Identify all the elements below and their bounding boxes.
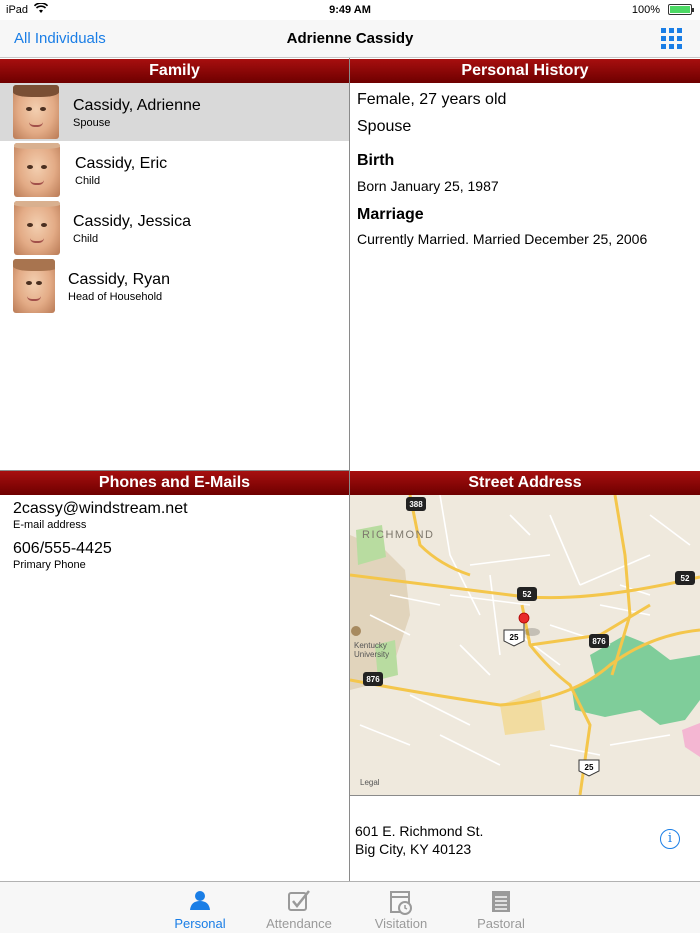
svg-text:25: 25: [509, 633, 519, 642]
phones-header: Phones and E-Mails: [0, 471, 349, 495]
address-line-2: Big City, KY 40123: [355, 841, 472, 857]
navigation-bar: [0, 20, 700, 58]
checkbox-icon: [287, 889, 311, 913]
street-address-header: Street Address: [350, 471, 700, 495]
phones-list: [13, 495, 343, 575]
route-shield: [363, 672, 383, 686]
birth-text: Born January 25, 1987: [357, 178, 499, 194]
avatar: [14, 143, 60, 197]
tab-label: Personal: [174, 916, 226, 931]
pink-area: [682, 723, 700, 757]
marriage-heading: Marriage: [357, 206, 424, 223]
member-name: Cassidy, Jessica: [73, 213, 191, 230]
family-header: Family: [0, 59, 349, 83]
svg-text:876: 876: [592, 637, 606, 646]
svg-text:388: 388: [409, 500, 423, 509]
map-legal-link[interactable]: Legal: [360, 778, 380, 787]
map-poi-label: Kentucky: [354, 641, 387, 650]
email-value: 2cassy@windstream.net: [13, 500, 188, 517]
route-shield: [406, 497, 426, 511]
tab-personal[interactable]: [160, 882, 240, 933]
phone-value: 606/555-4425: [13, 540, 112, 557]
tab-label: Visitation: [374, 916, 428, 931]
device-label: iPad: [6, 4, 29, 16]
family-member-row[interactable]: [0, 199, 349, 257]
marriage-text: Currently Married. Married December 25, 2006: [357, 231, 648, 247]
notepad-icon: [489, 889, 513, 913]
address-line-1: 601 E. Richmond St.: [355, 823, 484, 839]
battery-icon: [668, 4, 692, 15]
member-name: Cassidy, Ryan: [68, 271, 170, 288]
info-icon[interactable]: i: [660, 829, 680, 849]
calendar-clock-icon: [389, 889, 413, 915]
tab-pastoral[interactable]: [461, 882, 541, 933]
phone-item[interactable]: [13, 535, 343, 575]
family-member-row[interactable]: [0, 141, 349, 199]
commercial-area: [500, 690, 545, 735]
status-bar: [0, 0, 700, 20]
street-address: [355, 822, 483, 858]
university-icon: [351, 626, 361, 636]
member-role: Head of Household: [68, 291, 163, 303]
battery-percent: 100%: [631, 4, 660, 16]
grid-icon[interactable]: [661, 28, 682, 49]
email-item[interactable]: [13, 495, 343, 535]
family-list: [0, 83, 349, 315]
map-city-label: RICHMOND: [362, 529, 435, 541]
divider-horizontal: [0, 470, 349, 471]
birth-heading: Birth: [357, 152, 395, 169]
tab-label: Attendance: [266, 916, 332, 931]
member-role: Child: [75, 175, 101, 187]
person-icon: [188, 889, 212, 911]
tab-attendance[interactable]: [259, 882, 339, 933]
map-graphic: [350, 495, 700, 795]
phone-label: Primary Phone: [13, 559, 86, 571]
tab-bar: [0, 881, 700, 933]
avatar: [13, 85, 59, 139]
route-shield: [675, 571, 695, 585]
map-divider: [350, 795, 700, 796]
route-shield: [517, 587, 537, 601]
history-summary: Female, 27 years old: [357, 91, 507, 108]
route-shield: [504, 630, 524, 646]
street-map[interactable]: [350, 495, 700, 795]
personal-history-header: Personal History: [350, 59, 700, 83]
route-shield: [589, 634, 609, 648]
history-relation: Spouse: [357, 118, 412, 135]
svg-text:52: 52: [680, 574, 690, 583]
tab-visitation[interactable]: [361, 882, 441, 933]
all-individuals-button[interactable]: All Individuals: [14, 30, 106, 47]
member-name: Cassidy, Adrienne: [73, 97, 201, 114]
member-name: Cassidy, Eric: [75, 155, 168, 172]
tab-label: Pastoral: [477, 916, 525, 931]
member-role: Spouse: [73, 117, 111, 129]
page-title: Adrienne Cassidy: [286, 30, 414, 47]
family-member-row[interactable]: [0, 257, 349, 315]
email-label: E-mail address: [13, 519, 87, 531]
svg-text:876: 876: [366, 675, 380, 684]
family-member-row[interactable]: [0, 83, 349, 141]
clock: 9:49 AM: [329, 4, 371, 16]
member-role: Child: [73, 233, 99, 245]
svg-text:25: 25: [584, 763, 594, 772]
avatar: [14, 201, 60, 255]
svg-text:52: 52: [522, 590, 532, 599]
map-poi-label-2: University: [354, 650, 390, 659]
avatar: [13, 259, 55, 313]
